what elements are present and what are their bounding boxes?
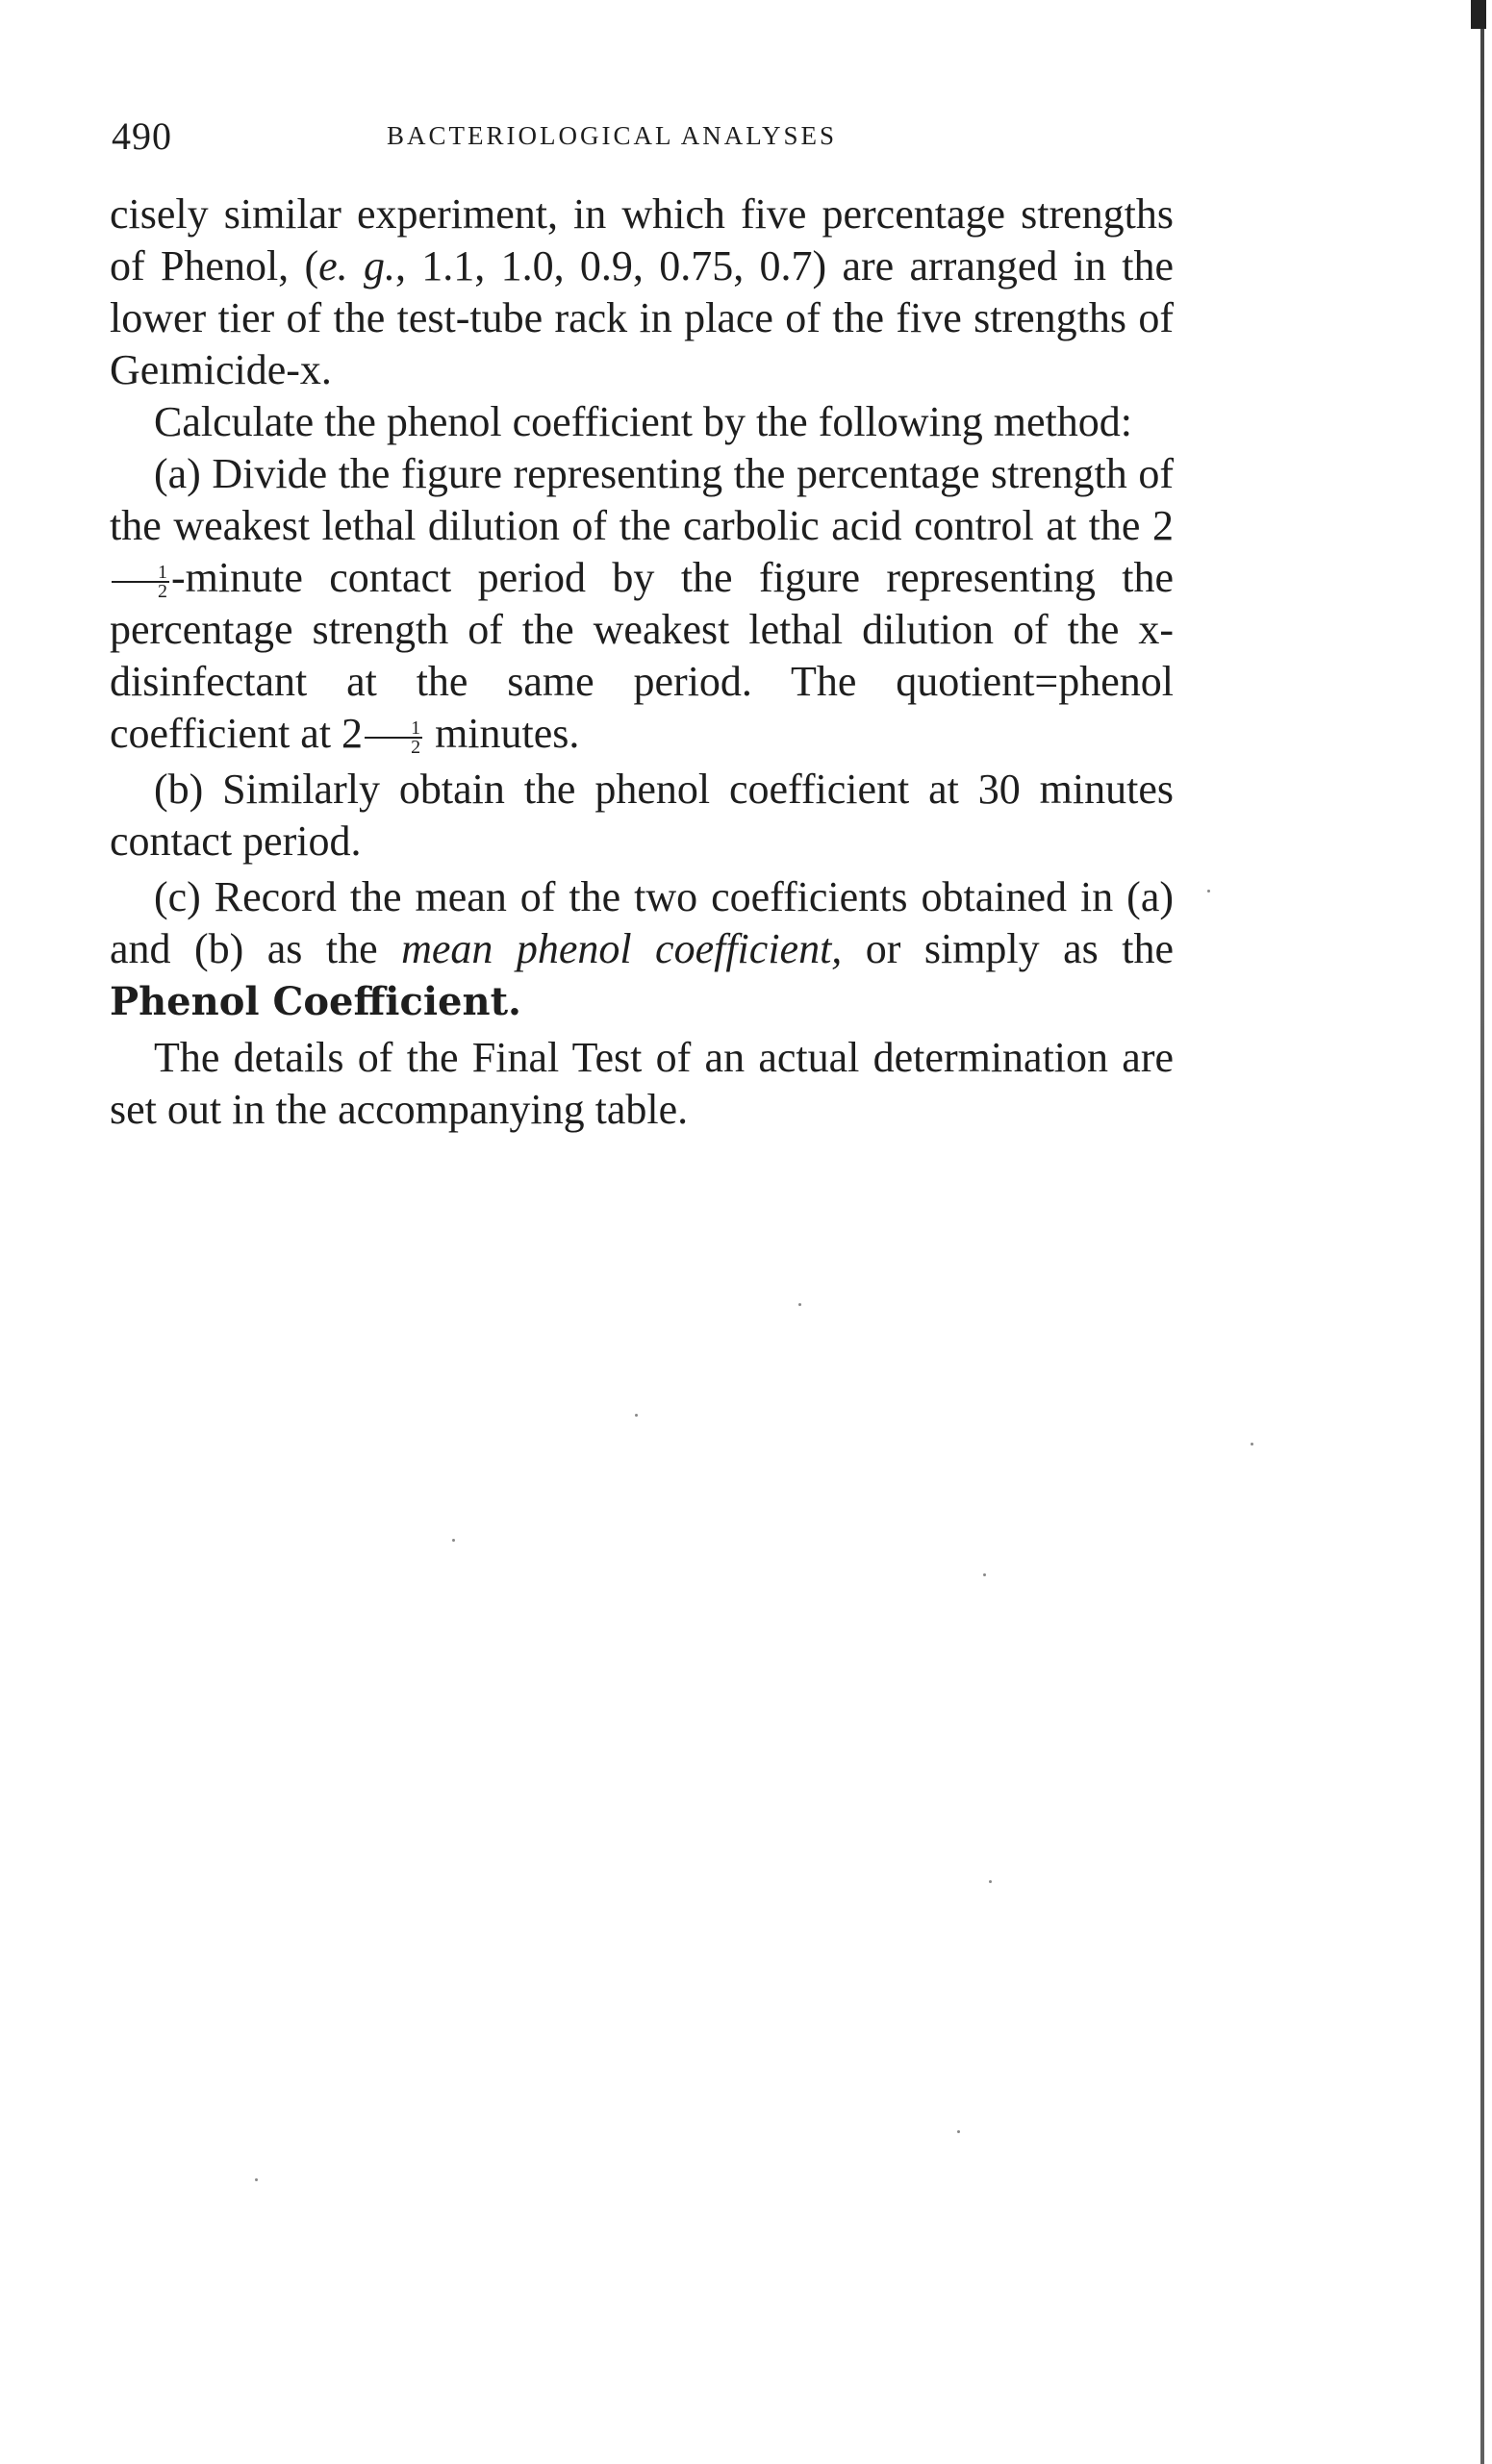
print-speck xyxy=(989,1880,992,1883)
phenol-coefficient-term: Phenol Coefficient. xyxy=(110,979,521,1024)
print-speck xyxy=(1251,1443,1253,1446)
fraction-half: $\frac{1}{2}$ xyxy=(112,564,169,600)
paragraph-2: Calculate the phenol coefficient by the following method: xyxy=(154,398,1133,445)
body-text xyxy=(110,189,1174,1136)
print-speck xyxy=(983,1573,986,1576)
paragraph-1: cisely similar experiment, in which five percentage strengths of Phenol, (e. g., 1.1, 1.0, 0.9, 0.75, 0.7) are arranged in the lower tier of the test-tube rack in place of the five strengths of Geımicide-x. xyxy=(110,190,1175,393)
fraction-half: $\frac{1}{2}$ xyxy=(365,719,422,756)
paragraph-3: (a) Divide the figure representing the percentage strength of the weakest lethal dilution of the carbolic acid control at the 2 $\frac{1}{2}$ -minute contact period by the figure representing the percentage strength of the weakest lethal dilution of the x-disinfectant at the same period. The quotient=phenol coefficient at 2 $\frac{1}{2}$ minutes. xyxy=(110,450,1174,758)
page-edge-rule xyxy=(1480,0,1484,2464)
paragraph-6: The details of the Final Test of an actual determination are set out in the accompanying table. xyxy=(110,1034,1174,1133)
mean-phenol-coefficient-term: mean phenol coefficient, xyxy=(401,925,843,972)
page-number: 490 xyxy=(112,114,172,158)
print-speck xyxy=(1207,890,1210,893)
paragraph-4: (b) Similarly obtain the phenol coefficient at 30 minutes contact period. xyxy=(110,766,1174,865)
print-speck xyxy=(957,2130,960,2133)
print-speck xyxy=(635,1414,638,1417)
eg-abbreviation: e. g. xyxy=(318,242,395,289)
paragraph-5: (c) Record the mean of the two coefficients obtained in (a) and (b) as the mean phenol coefficient, or simply as the Phenol Coefficient. xyxy=(110,873,1174,1024)
print-speck xyxy=(798,1303,801,1306)
page-header xyxy=(108,113,1176,171)
running-head: BACTERIOLOGICAL ANALYSES xyxy=(387,121,838,150)
print-speck xyxy=(452,1539,455,1542)
print-speck xyxy=(255,2178,258,2181)
